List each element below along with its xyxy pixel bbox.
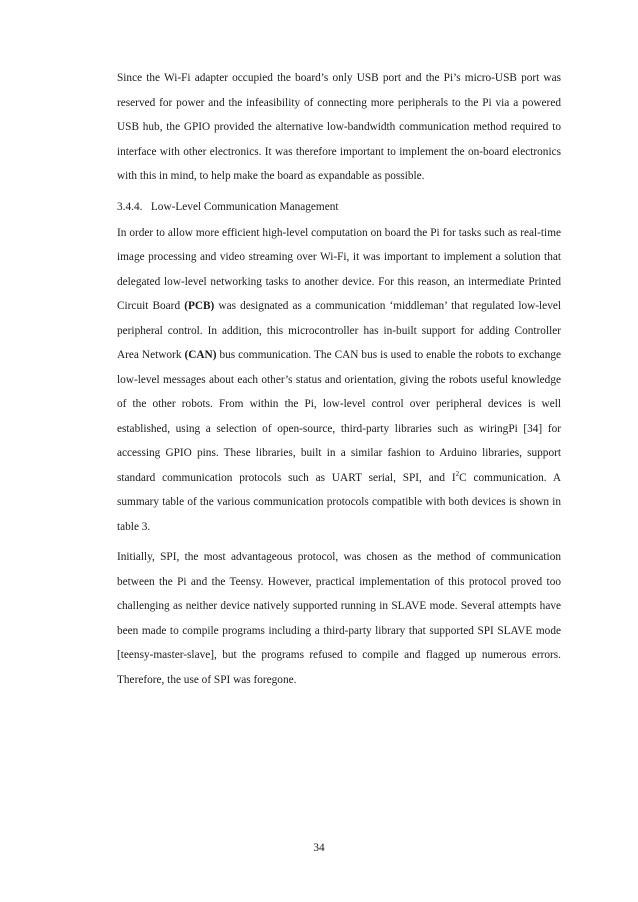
paragraph-2-part-a: In order to allow more efficient high-level computation on board the Pi for tasks such as real-time image processing and video streaming over Wi-Fi, it was important to implement a solution that delegated low-level networking tasks to another device. For this reason, an intermediate Printed Circuit Board	[117, 226, 561, 312]
page-number: 34	[313, 842, 325, 854]
section-heading	[117, 195, 561, 219]
section-number: 3.4.4.	[117, 200, 143, 213]
paragraph-2	[117, 221, 561, 540]
pcb-abbreviation: (PCB)	[184, 300, 215, 312]
paragraph-2-part-d: C communication. A summary table of the various communication protocols compatible with both devices is shown in table 3.	[117, 471, 561, 533]
can-abbreviation: (CAN)	[184, 349, 217, 361]
page-content	[117, 66, 561, 692]
paragraph-2-part-b: was designated as a communication ‘middleman’ that regulated low-level peripheral control. In addition, this microcontroller has in-built support for adding Controller Area Network	[117, 300, 561, 361]
section-title: Low-Level Communication Management	[150, 200, 339, 213]
paragraph-2-part-c: bus communication. The CAN bus is used to enable the robots to exchange low-level messages about each other’s status and orientation, giving the robots useful knowledge of the other robots. From within the Pi, low-level control over peripheral devices is well established, using a selection of open-source, third-party libraries such as wiringPi [34] for accessing GPIO pins. These libraries, built in a similar fashion to Arduino libraries, support standard communication protocols such as UART serial, SPI, and I	[117, 349, 562, 484]
paragraph-1: Since the Wi-Fi adapter occupied the board’s only USB port and the Pi’s micro-USB port was reserved for power and the infeasibility of connecting more peripherals to the Pi via a powered USB hub, the GPIO provided the alternative low-bandwidth communication method required to interface with other electronics. It was therefore important to implement the on-board electronics with this in mind, to help make the board as expandable as possible.	[117, 72, 561, 182]
paragraph-3: Initially, SPI, the most advantageous protocol, was chosen as the method of communication between the Pi and the Teensy. However, practical implementation of this protocol proved too challenging as neither device natively supported running in SLAVE mode. Several attempts have been made to compile programs including a third-party library that supported SPI SLAVE mode [teensy-master-slave], but the programs refused to compile and flagged up numerous errors. Therefore, the use of SPI was foregone.	[117, 551, 561, 686]
superscript-2: 2	[455, 469, 460, 478]
